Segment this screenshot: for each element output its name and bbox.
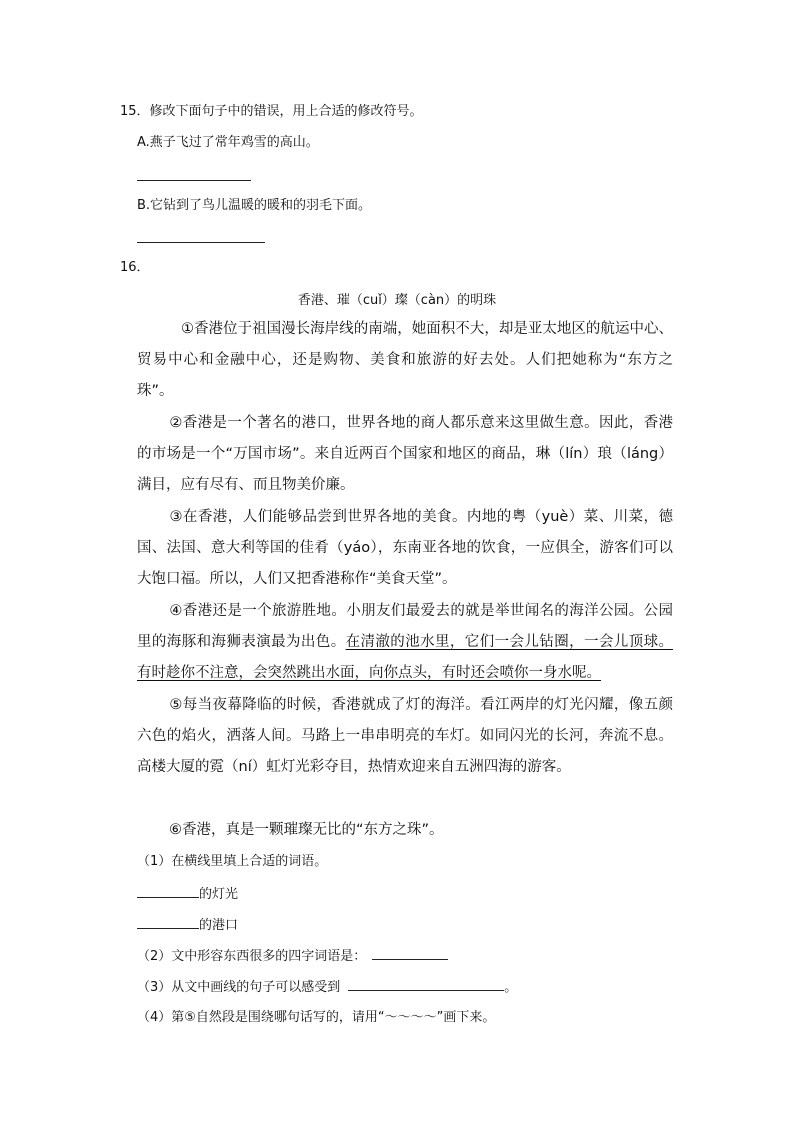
sub-question-4: （4）第⑤自然段是围绕哪句话写的，请用“～～～～”画下来。 — [137, 1010, 496, 1025]
fill-blank-1[interactable] — [137, 884, 199, 898]
answer-line-b[interactable] — [137, 242, 265, 243]
paragraph-3: ③在香港，人们能够品尝到世界各地的美食。内地的粤（yuè）菜、川菜，德国、法国、意大利等国的佳肴（yáo），东南亚各地的饮食，一应俱全，游客们可以大饱口福。所以，人们又把香港称作“美食天堂”。 — [137, 509, 673, 587]
fill-blank-2[interactable] — [137, 915, 199, 929]
paragraph-5: ⑤每当夜幕降临的时候，香港就成了灯的海洋。看江两岸的灯光闪耀，像五颜六色的焰火，洒落人间。马路上一串串明亮的车灯。如同闪光的长河，奔流不息。高楼大厦的霓（ní）虹灯光彩夺目，热情欢迎来自五洲四海的游客。 — [137, 697, 673, 775]
question-15-sentence-b: B.它钻到了鸟儿温暖的暖和的羽毛下面。 — [137, 198, 372, 213]
sub-question-1: （1）在横线里填上合适的词语。 — [137, 854, 328, 869]
paragraph-4: ④香港还是一个旅游胜地。小朋友们最爱去的就是举世闻名的海洋公园。公园里的海豚和海狮表演最为出色。在清澈的池水里，它们一会儿钻圈，一会儿顶球。有时趁你不注意，会突然跳出水面，向你点头，有时还会喷你一身水呢。 — [137, 603, 674, 681]
question-15-heading: 15．修改下面句子中的错误，用上合适的修改符号。 — [120, 104, 423, 119]
paragraph-6: ⑥香港，真是一颗璀璨无比的“东方之珠”。 — [169, 822, 444, 838]
sub-question-1-item-a: 的灯光 — [137, 884, 238, 904]
passage-title: 香港、璀（cuǐ）璨（càn）的明珠 — [297, 293, 497, 308]
sub-question-2: （2）文中形容东西很多的四字词语是： — [137, 946, 448, 966]
fill-blank-4[interactable] — [348, 977, 504, 991]
underlined-sentence: 在清澈的池水里，它们一会儿钻圈，一会儿顶球。有时趁你不注意，会突然跳出水面，向你点头，有时还会喷你一身水呢。 — [137, 634, 674, 681]
answer-line-a[interactable] — [137, 180, 251, 181]
paragraph-2: ②香港是一个著名的港口，世界各地的商人都乐意来这里做生意。因此，香港的市场是一个“万国市场”。来自近两百个国家和地区的商品，琳（lín）琅（láng）满目，应有尽有、而且物美价廉。 — [137, 415, 673, 493]
sub-question-1-item-b: 的港口 — [137, 915, 238, 935]
fill-blank-3[interactable] — [372, 946, 448, 960]
question-15-sentence-a: A.燕子飞过了常年鸡雪的高山。 — [137, 135, 319, 150]
paragraph-1: ①香港位于祖国漫长海岸线的南端，她面积不大，却是亚太地区的航运中心、贸易中心和金融中心，还是购物、美食和旅游的好去处。人们把她称为“东方之珠”。 — [137, 321, 673, 399]
sub-question-3: （3）从文中画线的句子可以感受到 。 — [137, 977, 517, 997]
question-16-number: 16． — [120, 260, 150, 275]
